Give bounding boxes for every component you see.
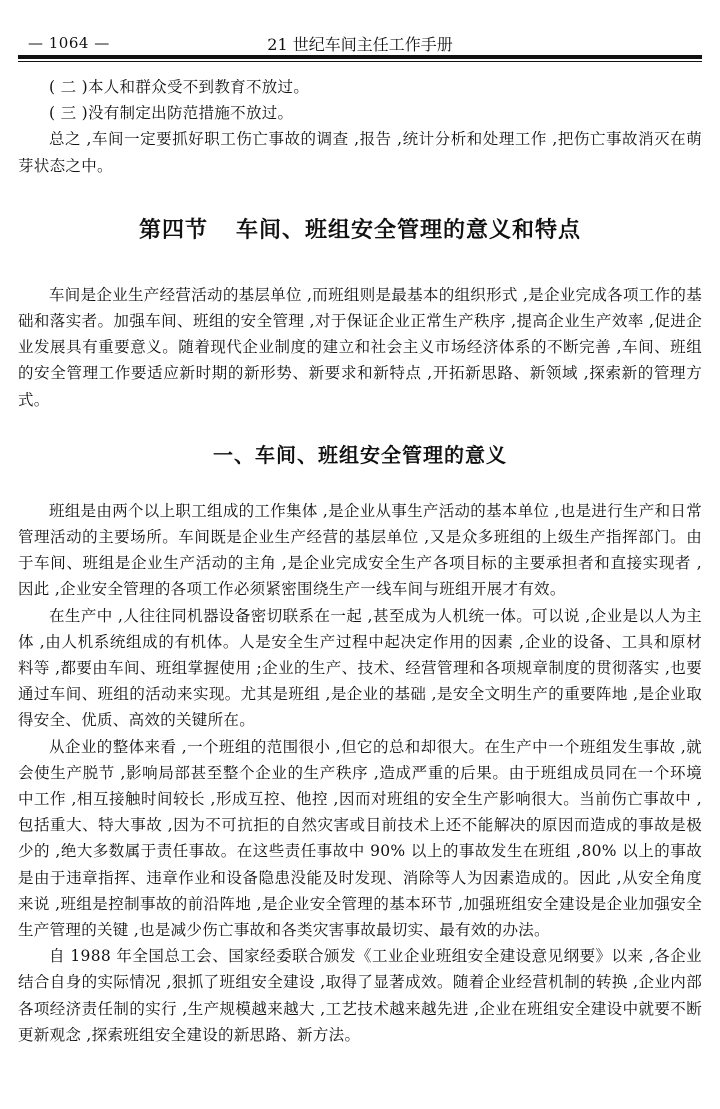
header-rule-thick: [18, 55, 702, 59]
page-body: [18, 74, 702, 1048]
intro-paragraph-1: ( 二 )本人和群众受不到教育不放过。: [49, 78, 310, 96]
subsection-paragraph-1: 班组是由两个以上职工组成的工作集体 ,是企业从事生产活动的基本单位 ,也是进行生产和日常管理活动的主要场所。车间既是企业生产经营的基层单位 ,又是众多班组的上级生产指挥部门。由于车间、班组是企业生产活动的主角 ,是企业完成安全生产各项目标的主要承担者和直接实现者 ,因此 ,企业安全管理的各项工作必须紧密围绕生产一线车间与班组开展才有效。: [18, 501, 702, 599]
section-heading: [18, 213, 702, 244]
subsection-paragraph-3: 从企业的整体来看 ,一个班组的范围很小 ,但它的总和却很大。在生产中一个班组发生事故 ,就会使生产脱节 ,影响局部甚至整个企业的生产秩序 ,造成严重的后果。由于班组成员同在一个环境中工作 ,相互接触时间较长 ,形成互控、他控 ,因而对班组的安全生产影响很大。当前伤亡事故中 ,包括重大、特大事故 ,因为不可抗拒的自然灾害或目前技术上还不能解决的原因而造成的事故是极少的 ,绝大多数属于责任事故。在这些责任事故中 90% 以上的事故发生在班组 ,80% 以上的事故是由于违章指挥、违章作业和设备隐患没能及时发现、消除等人为因素造成的。因此 ,从安全角度来说 ,班组是控制事故的前沿阵地 ,是企业安全管理的基本环节 ,加强班组安全建设是企业加强安全生产管理的关键 ,也是减少伤亡事故和各类灾害事故最切实、最有效的办法。: [18, 737, 702, 940]
page-number: — 1064 —: [28, 34, 110, 52]
section-number: 第四节: [138, 217, 208, 243]
intro-paragraph-2: ( 三 )没有制定出防范措施不放过。: [49, 104, 294, 123]
subsection-paragraph-4: 自 1988 年全国总工会、国家经委联合颁发《工业企业班组安全建设意见纲要》以来 ,各企业结合自身的实际情况 ,狠抓了班组安全建设 ,取得了显著成效。随着企业经营机制的转换 ,企业内部各项经济责任制的实行 ,生产规模越来越大 ,工艺技术越来越先进 ,企业在班组安全建设中就要不断更新观念 ,探索班组安全建设的新思路、新方法。: [18, 947, 702, 1044]
subsection-heading: 一、车间、班组安全管理的意义: [213, 442, 507, 467]
section-paragraph-1: 车间是企业生产经营活动的基层单位 ,而班组则是最基本的组织形式 ,是企业完成各项工作的基础和落实者。加强车间、班组的安全管理 ,对于保证企业正常生产秩序 ,提高企业生产效率 ,促进企业发展具有重要意义。随着现代企业制度的建立和社会主义市场经济体系的不断完善 ,车间、班组的安全管理工作要适应新时期的新形势、新要求和新特点 ,开拓新思路、新领域 ,探索新的管理方式。: [18, 285, 702, 409]
book-title: 21 世纪车间主任工作手册: [267, 35, 453, 54]
header-rule-thin: [18, 61, 702, 62]
running-header: [18, 28, 702, 56]
section-title: 车间、班组安全管理的意义和特点: [236, 217, 582, 243]
subsection-paragraph-2: 在生产中 ,人往往同机器设备密切联系在一起 ,甚至成为人机统一体。可以说 ,企业是以人为主体 ,由人机系统组成的有机体。人是安全生产过程中起决定作用的因素 ,企业的设备、工具和原材料等 ,都要由车间、班组掌握使用 ;企业的生产、技术、经营管理和各项规章制度的贯彻落实 ,也要通过车间、班组的活动来实现。尤其是班组 ,是企业的基础 ,是安全文明生产的重要阵地 ,是企业取得安全、优质、高效的关键所在。: [18, 606, 702, 730]
intro-paragraph-3: 总之 ,车间一定要抓好职工伤亡事故的调查 ,报告 ,统计分析和处理工作 ,把伤亡事故消灭在萌芽状态之中。: [18, 130, 702, 175]
